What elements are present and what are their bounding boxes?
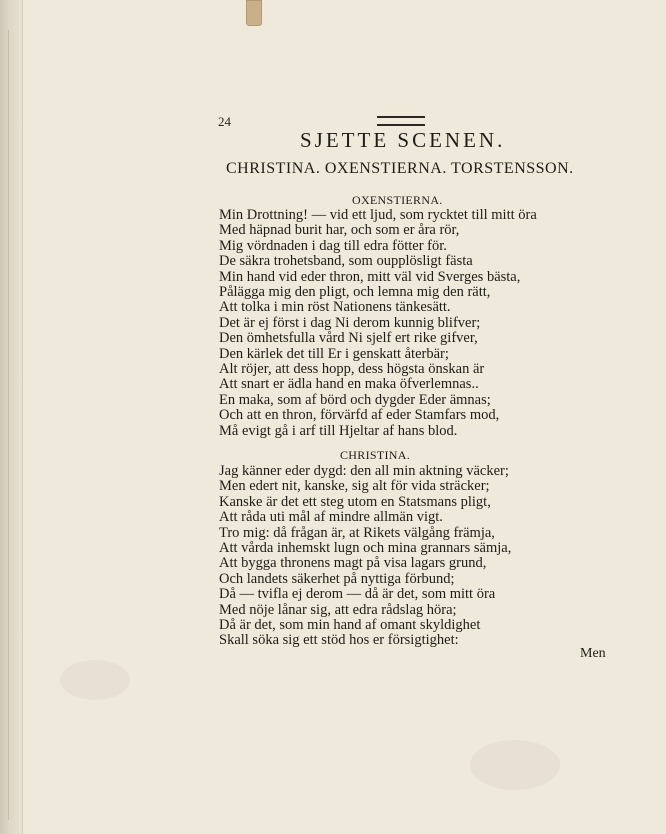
verse-line: Kanske är det ett steg utom en Statsmans pligt, <box>219 493 491 510</box>
verse-line: Och landets säkerhet på nyttiga förbund; <box>219 570 455 587</box>
verse-line: Alt röjer, att dess hopp, dess högsta önskan är <box>219 361 485 378</box>
speech-christina <box>219 464 619 649</box>
verse-line: Den kärlek det till Er i genskatt återbär; <box>219 345 449 362</box>
verse-line: En maka, som af börd och dygder Eder ämnas; <box>219 391 491 408</box>
verse-line: Med nöje lånar sig, att edra rådslag höra; <box>219 601 457 618</box>
verse-line: Att råda uti mål af mindre allmän vigt. <box>219 509 443 526</box>
verse-line: Må evigt gå i arf till Hjeltar af hans blod. <box>219 422 458 439</box>
verse-line: Mig vördnaden i dag till edra fötter för. <box>219 237 447 254</box>
verse-line: Att tolka i min röst Nationens tänkesätt. <box>219 299 451 316</box>
catchword: Men <box>580 646 606 661</box>
paper-stain <box>60 660 130 700</box>
binding-clip <box>246 0 262 26</box>
character-list: CHRISTINA. OXENSTIERNA. TORSTENSSON. <box>226 160 574 177</box>
verse-line: Men edert nit, kanske, sig alt för vida sträcker; <box>219 478 490 495</box>
verse-line: Det är ej först i dag Ni derom kunnig blifver; <box>219 314 481 331</box>
verse-line: Pålägga mig den pligt, och lemna mig den rätt, <box>219 284 491 301</box>
verse-line: Då — tvifla ej derom — då är det, som mitt öra <box>219 586 496 603</box>
paper-stain <box>470 740 560 790</box>
verse-line: Skall söka sig ett stöd hos er försigtighet: <box>219 632 459 649</box>
page-edge-line <box>8 30 9 820</box>
speaker-name: OXENSTIERNA. <box>352 193 443 207</box>
verse-line: Och att en thron, förvärfd af eder Stamfars mod, <box>219 407 500 424</box>
page-gutter <box>0 0 23 834</box>
verse-line: Tro mig: då frågan är, at Rikets välgång främja, <box>219 524 495 541</box>
verse-line: Att bygga thronens magt på visa lagars grund, <box>219 555 487 572</box>
page-number: 24 <box>218 114 231 129</box>
verse-line: Min hand vid eder thron, mitt väl vid Sverges bästa, <box>219 268 521 285</box>
verse-line: De säkra trohetsband, som oupplösligt fästa <box>219 253 473 270</box>
speech-oxenstierna <box>219 208 619 439</box>
verse-line: Då är det, som min hand af omant skyldighet <box>219 617 481 634</box>
header-ornament <box>377 116 425 126</box>
verse-line: Att snart er ädla hand en maka öfverlemnas.. <box>219 376 479 393</box>
verse-line: Den ömhetsfulla vård Ni sjelf ert rike gifver, <box>219 330 478 347</box>
verse-line: Jag känner eder dygd: den all min aktning väcker; <box>219 463 509 479</box>
verse-line: Min Drottning! — vid ett ljud, som rycktet till mitt öra <box>219 207 537 223</box>
speaker-name: CHRISTINA. <box>340 448 411 462</box>
scene-title: SJETTE SCENEN. <box>300 128 506 152</box>
verse-line: Med häpnad burit har, och som er åra rör, <box>219 222 460 239</box>
verse-line: Att vårda inhemskt lugn och mina grannars sämja, <box>219 540 512 557</box>
